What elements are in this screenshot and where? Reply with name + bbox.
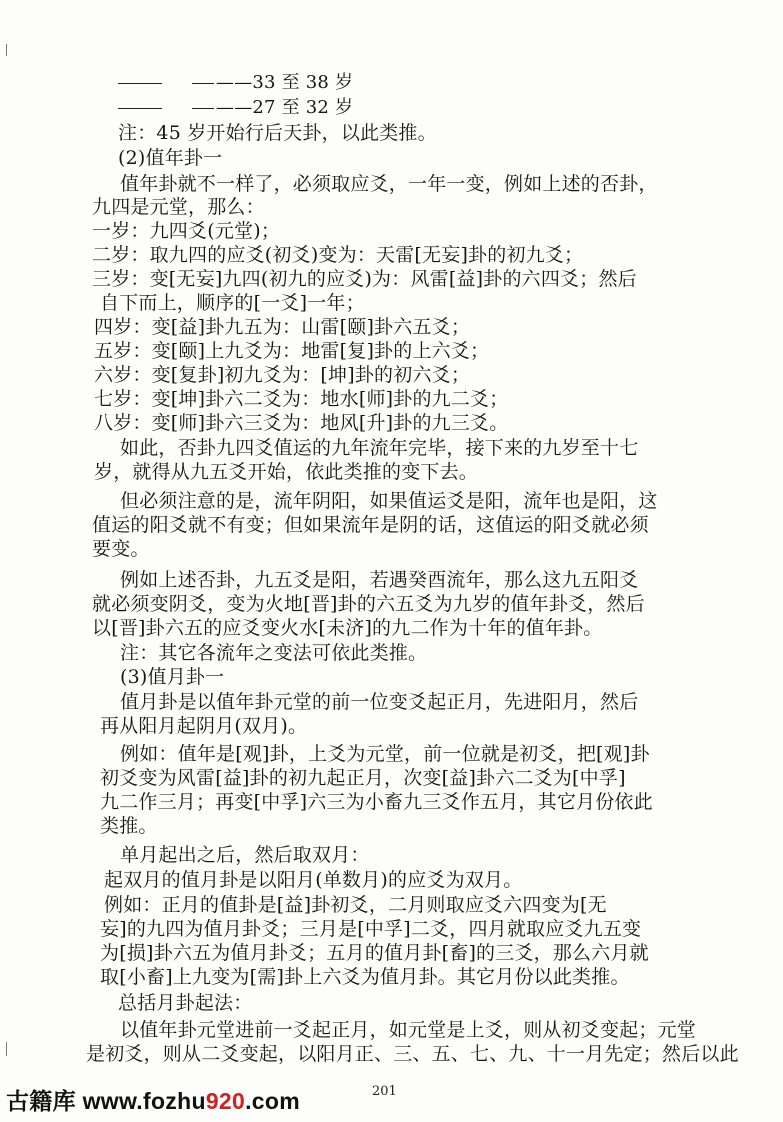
- text-line-19: 值运的阳爻就不有变；但如果流年是阴的话，这值运的阳爻就必须: [92, 514, 649, 536]
- text-line-36: 为[损]卦六五为值月卦爻；五月的值月卦[畜]的三爻，那么六月就: [100, 942, 649, 964]
- scan-edge-mark: [6, 44, 7, 56]
- text-line-22: 就必须变阴爻，变为火地[晋]卦的六五爻为九岁的值年卦爻，然后: [92, 593, 645, 615]
- section-heading: (2)值年卦一: [118, 147, 223, 169]
- text-line-7: 一岁：九四爻(元堂)；: [92, 220, 281, 242]
- text-line-1: ——33 至 38 岁: [118, 71, 353, 95]
- text-line-31: 类推。: [100, 815, 158, 837]
- text-line-27: 再从阳月起阴月(双月)。: [100, 715, 308, 737]
- text-line-39: 以值年卦元堂进前一爻起正月，如元堂是上爻，则从初爻变起；元堂: [120, 1019, 697, 1041]
- text-line-28: 例如：值年是[观]卦，上爻为元堂，前一位就是初爻，把[观]卦: [120, 743, 650, 765]
- text-line-29: 初爻变为风雷[益]卦的初九起正月，次变[益]卦六二爻为[中孚]: [100, 767, 626, 789]
- text-line-17: 岁，就得从九五爻开始，依此类推的变下去。: [94, 461, 479, 483]
- text-line-8: 二岁：取九四的应爻(初爻)变为：天雷[无妄]卦的初九爻；: [92, 244, 584, 266]
- text-line-16: 如此，否卦九四爻值运的九年流年完毕，接下来的九岁至十七: [120, 437, 639, 459]
- text-line-34: 例如：正月的值卦是[益]卦初爻，二月则取应爻六四变为[无: [104, 894, 607, 916]
- text-line-24: 注：其它各流年之变法可依此类推。: [120, 642, 428, 664]
- text-line-26: 值月卦是以值年卦元堂的前一位变爻起正月，先进阳月，然后: [120, 691, 639, 713]
- text-line-6: 九四是元堂，那么：: [92, 196, 265, 218]
- scan-edge-mark: [6, 1042, 7, 1056]
- text-line-38: 总括月卦起法：: [118, 992, 253, 1014]
- text-line-20: 要变。: [92, 538, 150, 560]
- text-line-32: 单月起出之后，然后取双月：: [120, 844, 370, 866]
- text-line-35: 妄]的九四为值月卦爻；三月是[中孚]二爻，四月就取应爻九五变: [100, 918, 642, 940]
- text-line-11: 四岁：变[益]卦九五为：山雷[颐]卦六五爻；: [94, 316, 471, 338]
- text-line-10: 自下而上，顺序的[一爻]一年；: [100, 292, 365, 314]
- trigram-line-icon: [118, 108, 162, 109]
- trigram-line-icon: [192, 108, 214, 109]
- text-line-21: 例如上述否卦，九五爻是阳，若遇癸酉流年，那么这九五阳爻: [120, 569, 639, 591]
- text-line-14: 七岁：变[坤]卦六二爻为：地水[师]卦的九二爻；: [94, 388, 509, 410]
- text-line-13: 六岁：变[复卦]初九爻为：[坤]卦的初六爻；: [94, 364, 471, 386]
- text-line-3: 注：45 岁开始行后天卦，以此类推。: [118, 122, 437, 144]
- section-heading: (3)值月卦一: [120, 666, 225, 688]
- text-line-5: 值年卦就不一样了，必须取应爻，一年一变，例如上述的否卦，: [120, 173, 658, 195]
- trigram-line-icon: [192, 83, 214, 84]
- site-watermark: 古籍库 www.fozhu920.com: [6, 1088, 300, 1114]
- text-line-12: 五岁：变[颐]上九爻为：地雷[复]卦的上六爻；: [94, 340, 490, 362]
- text-line-9: 三岁：变[无妄]九四(初九的应爻)为：风雷[益]卦的六四爻；然后: [92, 268, 637, 290]
- page-number: 201: [372, 1084, 397, 1099]
- text-line-40: 是初爻，则从二爻变起，以阳月正、三、五、七、九、十一月先定；然后以此: [86, 1043, 739, 1065]
- text-line-15: 八岁：变[师]卦六三爻为：地风[升]卦的九三爻。: [94, 412, 509, 434]
- trigram-line-icon: [118, 83, 162, 84]
- text-line-2: ——27 至 32 岁: [118, 96, 353, 120]
- text-line-37: 取[小畜]上九变为[需]卦上六爻为值月卦。其它月份以此类推。: [100, 966, 630, 988]
- text-line-30: 九二作三月；再变[中孚]六三为小畜九三爻作五月，其它月份依此: [100, 791, 653, 813]
- text-line-23: 以[晋]卦六五的应爻变火水[未济]的九二作为十年的值年卦。: [92, 617, 603, 639]
- text-line-33: 起双月的值月卦是以阳月(单数月)的应爻为双月。: [104, 869, 523, 891]
- text-line-18: 但必须注意的是，流年阴阳，如果值运爻是阳，流年也是阳，这: [120, 490, 658, 512]
